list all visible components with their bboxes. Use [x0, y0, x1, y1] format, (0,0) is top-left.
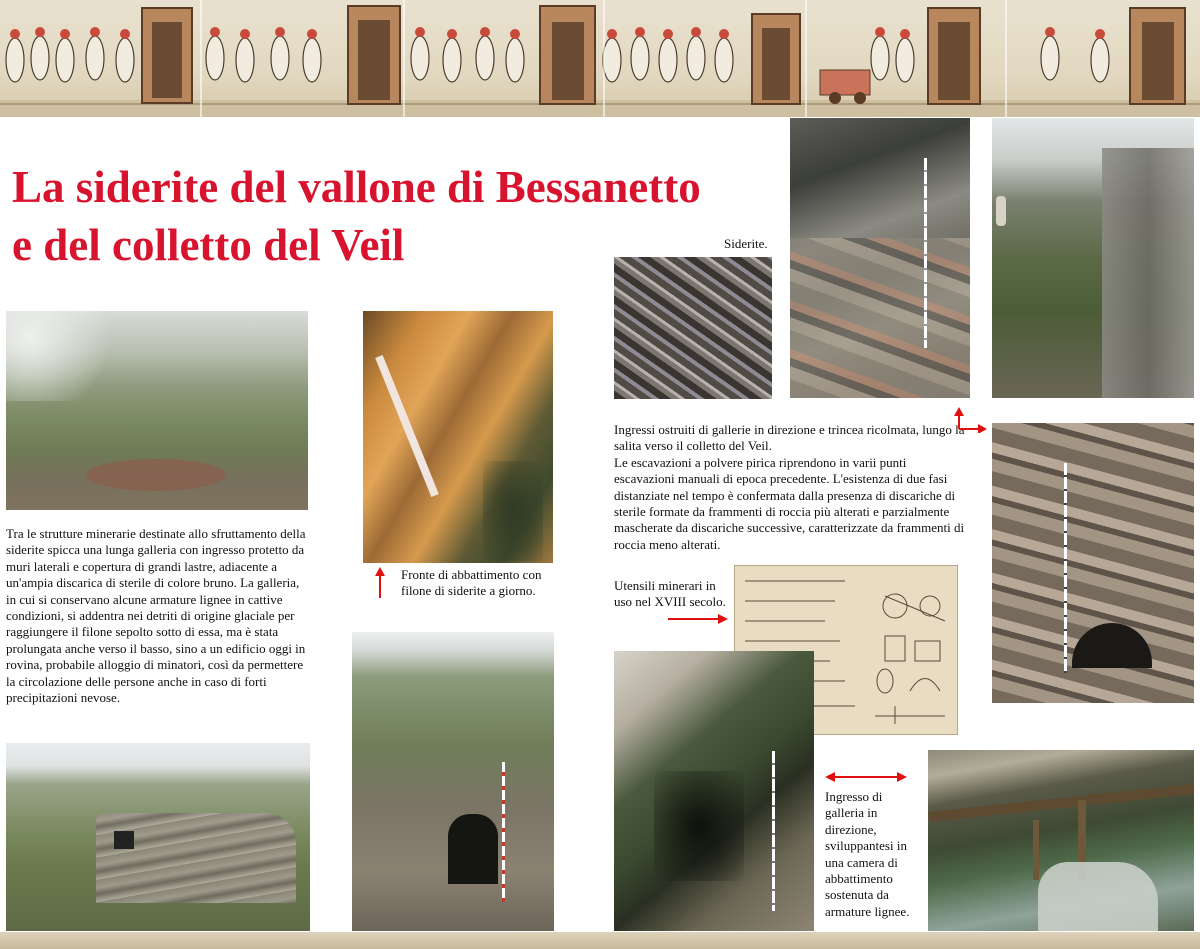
cave-darkness — [654, 771, 744, 881]
siderite-vein — [375, 355, 439, 497]
hiker-figure — [996, 196, 1006, 226]
cave-gallery-photo — [614, 651, 814, 931]
bottom-decorative-strip — [0, 932, 1200, 949]
building-doorway — [114, 831, 134, 849]
gallery-entrance-photo — [352, 632, 554, 931]
wooden-beam — [928, 784, 1194, 822]
measuring-rod — [772, 751, 775, 911]
spoil-heap-photo — [992, 423, 1194, 703]
ruined-building-photo — [6, 743, 310, 931]
stone-wall — [96, 813, 296, 903]
mine-face-shadow — [483, 461, 543, 561]
gallery-interior-photo — [928, 750, 1194, 931]
rock-wall — [1102, 148, 1194, 398]
miners-procession-illustration — [0, 0, 1200, 117]
miners-procession-banner — [0, 0, 1200, 117]
up-arrow-icon — [374, 567, 386, 599]
caption-ingresso-galleria: Ingresso di galleria in direzione, sviluppantesi in una camera di abbattimento sostenuta da armature lignee. — [825, 789, 910, 919]
mountain-fog — [6, 311, 126, 401]
title-line-1: La siderite del vallone di Bessanetto — [12, 162, 701, 212]
caption-ingressi: Ingressi ostruiti di gallerie in direzione e trincea ricolmata, lungo salita verso il colletto del Veil. Le escavazioni a polvere pirica riprendono in varii punti escavazioni manuali di epoca precedente. L'esistenza di due fasi distanziate nel tempo è confermata dalla presenza di discariche di sterile formate da frammenti di roccia più alterati e parzialmente mascherate da discariche successive, caratterizzate da frammenti di roccia meno alterati. — [614, 422, 965, 552]
caption-siderite: Siderite. — [724, 236, 768, 251]
wooden-post — [1033, 820, 1039, 880]
large-boulder — [1038, 862, 1158, 931]
gallery-opening — [448, 814, 498, 884]
measuring-rod — [924, 158, 927, 348]
double-arrow-icon — [825, 771, 907, 783]
right-arrow-icon — [668, 613, 728, 625]
measuring-rod — [1064, 463, 1067, 673]
siderite-sample-photo — [614, 257, 772, 399]
caption-fronte: Fronte di abbattimento con filone di siderite a giorno. — [401, 567, 542, 599]
gallery-opening — [1072, 623, 1152, 668]
measuring-rod — [502, 762, 505, 902]
rock-blocks — [790, 238, 970, 398]
brown-spoil-heap — [86, 459, 226, 491]
trench-hikers-photo — [992, 118, 1194, 398]
corner-arrow-icon — [953, 407, 987, 433]
caption-utensili: Utensili minerari in uso nel XVIII secolo. — [614, 578, 726, 610]
mine-face-photo — [363, 311, 553, 563]
title-line-2: e del colletto del Veil — [12, 220, 405, 270]
intro-paragraph: Tra le strutture minerarie destinate allo sfruttamento della siderite spicca una lunga galleria con ingresso protetto da muri laterali e copertura di grandi lastre, adiacente a un'ampia discarica di sterile di colore bruno. La galleria, in cui si conservano alcune armature lignee in cattive condizioni, si addentra nei detriti di origine glaciale per raggiungere il filone sepolto sotto di essa, ma è stata prolungata anche verso il basso, sino a un edificio oggi in rovina, probabile alloggio di minatori, così da permettere la circolazione delle persone anche in caso di forti precipitazioni nevose. — [6, 526, 306, 706]
rocky-cleft-photo — [790, 118, 970, 398]
mountain-slope-photo — [6, 311, 308, 510]
